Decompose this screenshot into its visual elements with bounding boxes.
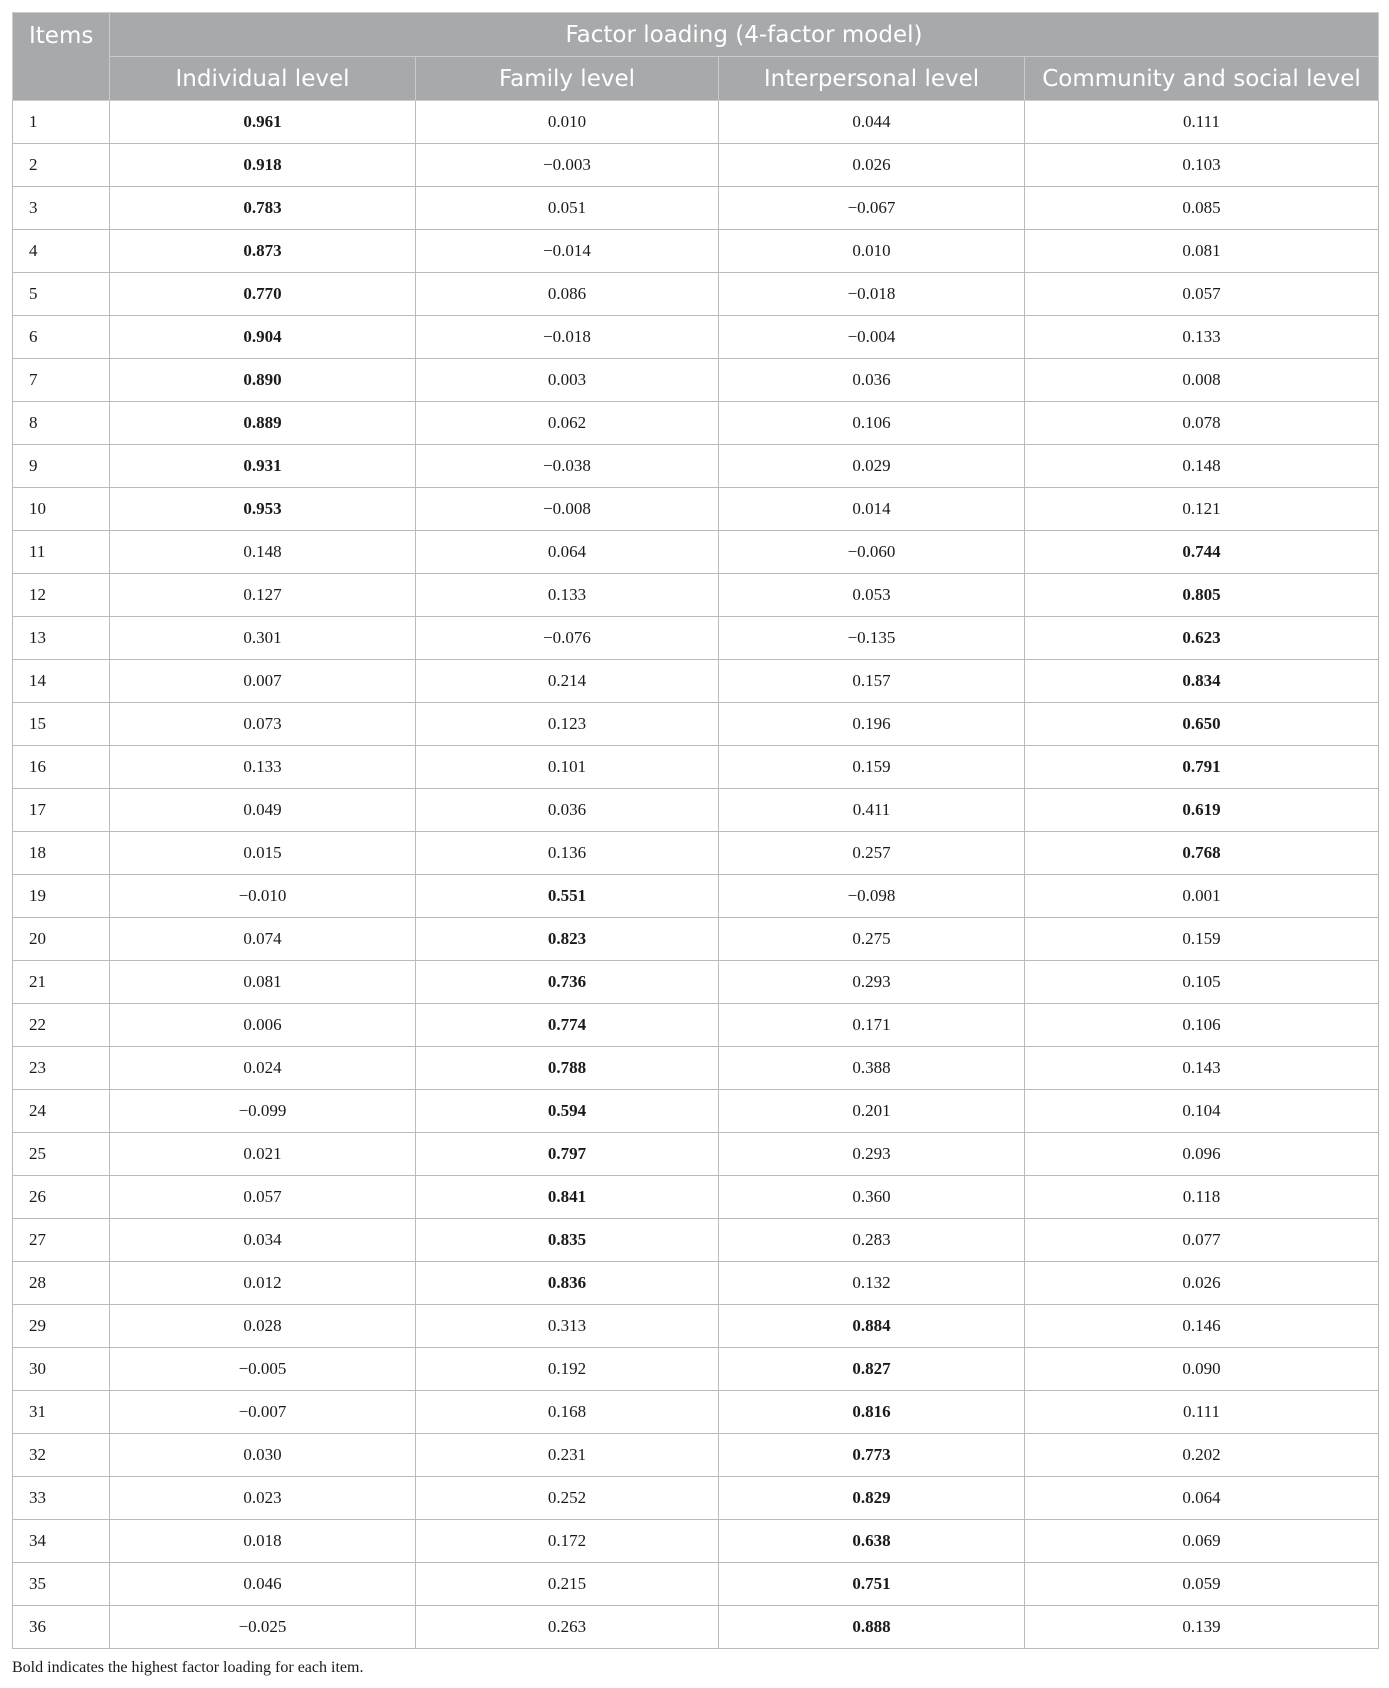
loading-cell-family: 0.823 xyxy=(416,918,719,961)
loading-cell-individual: 0.024 xyxy=(110,1047,416,1090)
loading-cell-individual: 0.049 xyxy=(110,789,416,832)
item-number-cell: 23 xyxy=(13,1047,110,1090)
loading-cell-individual: 0.057 xyxy=(110,1176,416,1219)
table-row xyxy=(13,832,1379,875)
loading-cell-family: 0.252 xyxy=(416,1477,719,1520)
loading-cell-community: 0.744 xyxy=(1025,531,1379,574)
loading-cell-family: 0.010 xyxy=(416,101,719,144)
loading-cell-individual: 0.133 xyxy=(110,746,416,789)
loading-cell-community: 0.103 xyxy=(1025,144,1379,187)
loading-cell-interpersonal: 0.132 xyxy=(719,1262,1025,1305)
item-number-cell: 15 xyxy=(13,703,110,746)
loading-cell-community: 0.121 xyxy=(1025,488,1379,531)
loading-cell-individual: 0.904 xyxy=(110,316,416,359)
loading-cell-interpersonal: 0.751 xyxy=(719,1563,1025,1606)
column-header-interpersonal: Interpersonal level xyxy=(719,57,1025,101)
loading-cell-interpersonal: 0.884 xyxy=(719,1305,1025,1348)
item-number-cell: 4 xyxy=(13,230,110,273)
table-row xyxy=(13,703,1379,746)
item-number-cell: 31 xyxy=(13,1391,110,1434)
header-row-group xyxy=(13,13,1379,57)
loading-cell-interpersonal: 0.360 xyxy=(719,1176,1025,1219)
loading-cell-family: 0.231 xyxy=(416,1434,719,1477)
loading-cell-interpersonal: 0.257 xyxy=(719,832,1025,875)
loading-cell-family: −0.014 xyxy=(416,230,719,273)
loading-cell-interpersonal: 0.816 xyxy=(719,1391,1025,1434)
loading-cell-interpersonal: 0.201 xyxy=(719,1090,1025,1133)
loading-cell-individual: 0.148 xyxy=(110,531,416,574)
loading-cell-family: 0.313 xyxy=(416,1305,719,1348)
loading-cell-family: 0.215 xyxy=(416,1563,719,1606)
table-container xyxy=(12,12,1378,1677)
table-row xyxy=(13,918,1379,961)
table-row xyxy=(13,1305,1379,1348)
item-number-cell: 36 xyxy=(13,1606,110,1649)
table-row xyxy=(13,101,1379,144)
loading-cell-interpersonal: 0.638 xyxy=(719,1520,1025,1563)
loading-cell-community: 0.059 xyxy=(1025,1563,1379,1606)
loading-cell-community: 0.768 xyxy=(1025,832,1379,875)
loading-cell-family: 0.036 xyxy=(416,789,719,832)
item-number-cell: 22 xyxy=(13,1004,110,1047)
item-number-cell: 33 xyxy=(13,1477,110,1520)
loading-cell-family: 0.062 xyxy=(416,402,719,445)
loading-cell-community: 0.090 xyxy=(1025,1348,1379,1391)
table-row xyxy=(13,1348,1379,1391)
table-row xyxy=(13,1090,1379,1133)
loading-cell-community: 0.133 xyxy=(1025,316,1379,359)
loading-cell-community: 0.148 xyxy=(1025,445,1379,488)
table-row xyxy=(13,531,1379,574)
loading-cell-family: 0.797 xyxy=(416,1133,719,1176)
loading-cell-interpersonal: 0.196 xyxy=(719,703,1025,746)
loading-cell-interpersonal: 0.411 xyxy=(719,789,1025,832)
table-row xyxy=(13,1047,1379,1090)
loading-cell-community: 0.008 xyxy=(1025,359,1379,402)
loading-cell-community: 0.143 xyxy=(1025,1047,1379,1090)
loading-cell-individual: 0.301 xyxy=(110,617,416,660)
item-number-cell: 8 xyxy=(13,402,110,445)
table-row xyxy=(13,1477,1379,1520)
loading-cell-individual: 0.030 xyxy=(110,1434,416,1477)
loading-cell-individual: 0.046 xyxy=(110,1563,416,1606)
loading-cell-family: 0.168 xyxy=(416,1391,719,1434)
loading-cell-individual: 0.034 xyxy=(110,1219,416,1262)
table-row xyxy=(13,746,1379,789)
loading-cell-family: 0.101 xyxy=(416,746,719,789)
item-number-cell: 30 xyxy=(13,1348,110,1391)
loading-cell-family: 0.736 xyxy=(416,961,719,1004)
loading-cell-community: 0.111 xyxy=(1025,101,1379,144)
loading-cell-interpersonal: 0.827 xyxy=(719,1348,1025,1391)
table-row xyxy=(13,1004,1379,1047)
loading-cell-community: 0.085 xyxy=(1025,187,1379,230)
loading-cell-community: 0.650 xyxy=(1025,703,1379,746)
loading-cell-community: 0.078 xyxy=(1025,402,1379,445)
loading-cell-individual: 0.074 xyxy=(110,918,416,961)
loading-cell-community: 0.834 xyxy=(1025,660,1379,703)
item-number-cell: 14 xyxy=(13,660,110,703)
loading-cell-family: 0.214 xyxy=(416,660,719,703)
loading-cell-interpersonal: 0.157 xyxy=(719,660,1025,703)
loading-cell-interpersonal: 0.044 xyxy=(719,101,1025,144)
loading-cell-community: 0.159 xyxy=(1025,918,1379,961)
loading-cell-interpersonal: 0.773 xyxy=(719,1434,1025,1477)
column-header-community: Community and social level xyxy=(1025,57,1379,101)
loading-cell-individual: 0.873 xyxy=(110,230,416,273)
table-row xyxy=(13,1219,1379,1262)
loading-cell-family: 0.086 xyxy=(416,273,719,316)
item-number-cell: 29 xyxy=(13,1305,110,1348)
loading-cell-interpersonal: −0.060 xyxy=(719,531,1025,574)
loading-cell-interpersonal: 0.036 xyxy=(719,359,1025,402)
loading-cell-interpersonal: 0.388 xyxy=(719,1047,1025,1090)
item-number-cell: 34 xyxy=(13,1520,110,1563)
loading-cell-family: −0.076 xyxy=(416,617,719,660)
table-row xyxy=(13,445,1379,488)
item-number-cell: 11 xyxy=(13,531,110,574)
item-number-cell: 21 xyxy=(13,961,110,1004)
item-number-cell: 3 xyxy=(13,187,110,230)
loading-cell-community: 0.619 xyxy=(1025,789,1379,832)
item-number-cell: 32 xyxy=(13,1434,110,1477)
loading-cell-interpersonal: 0.159 xyxy=(719,746,1025,789)
item-number-cell: 20 xyxy=(13,918,110,961)
loading-cell-family: 0.836 xyxy=(416,1262,719,1305)
loading-cell-individual: 0.889 xyxy=(110,402,416,445)
loading-cell-community: 0.069 xyxy=(1025,1520,1379,1563)
loading-cell-interpersonal: 0.026 xyxy=(719,144,1025,187)
loading-cell-family: 0.551 xyxy=(416,875,719,918)
loading-cell-family: 0.835 xyxy=(416,1219,719,1262)
loading-cell-individual: 0.007 xyxy=(110,660,416,703)
item-number-cell: 17 xyxy=(13,789,110,832)
table-row xyxy=(13,1133,1379,1176)
loading-cell-family: 0.172 xyxy=(416,1520,719,1563)
table-row xyxy=(13,273,1379,316)
loading-cell-individual: −0.010 xyxy=(110,875,416,918)
table-row xyxy=(13,789,1379,832)
loading-cell-individual: 0.931 xyxy=(110,445,416,488)
item-number-cell: 25 xyxy=(13,1133,110,1176)
loading-cell-individual: −0.005 xyxy=(110,1348,416,1391)
item-number-cell: 19 xyxy=(13,875,110,918)
loading-cell-family: −0.018 xyxy=(416,316,719,359)
item-number-cell: 27 xyxy=(13,1219,110,1262)
loading-cell-family: 0.192 xyxy=(416,1348,719,1391)
loading-cell-individual: 0.012 xyxy=(110,1262,416,1305)
loading-cell-individual: 0.015 xyxy=(110,832,416,875)
loading-cell-community: 0.791 xyxy=(1025,746,1379,789)
item-number-cell: 35 xyxy=(13,1563,110,1606)
loading-cell-individual: 0.890 xyxy=(110,359,416,402)
table-body xyxy=(13,101,1379,1649)
table-row xyxy=(13,230,1379,273)
table-row xyxy=(13,187,1379,230)
loading-cell-community: 0.118 xyxy=(1025,1176,1379,1219)
table-row xyxy=(13,660,1379,703)
item-number-cell: 5 xyxy=(13,273,110,316)
loading-cell-community: 0.805 xyxy=(1025,574,1379,617)
item-number-cell: 24 xyxy=(13,1090,110,1133)
loading-cell-community: 0.623 xyxy=(1025,617,1379,660)
loading-cell-individual: 0.127 xyxy=(110,574,416,617)
loading-cell-individual: 0.006 xyxy=(110,1004,416,1047)
loading-cell-family: 0.123 xyxy=(416,703,719,746)
loading-cell-community: 0.106 xyxy=(1025,1004,1379,1047)
loading-cell-interpersonal: 0.888 xyxy=(719,1606,1025,1649)
table-row xyxy=(13,316,1379,359)
loading-cell-family: 0.263 xyxy=(416,1606,719,1649)
loading-cell-interpersonal: 0.029 xyxy=(719,445,1025,488)
loading-cell-community: 0.202 xyxy=(1025,1434,1379,1477)
loading-cell-individual: 0.770 xyxy=(110,273,416,316)
header-row-columns xyxy=(13,57,1379,101)
loading-cell-family: 0.051 xyxy=(416,187,719,230)
loading-cell-interpersonal: −0.098 xyxy=(719,875,1025,918)
item-number-cell: 9 xyxy=(13,445,110,488)
loading-cell-family: 0.841 xyxy=(416,1176,719,1219)
loading-cell-individual: 0.023 xyxy=(110,1477,416,1520)
item-number-cell: 13 xyxy=(13,617,110,660)
loading-cell-community: 0.064 xyxy=(1025,1477,1379,1520)
loading-cell-family: 0.064 xyxy=(416,531,719,574)
loading-cell-community: 0.026 xyxy=(1025,1262,1379,1305)
loading-cell-community: 0.096 xyxy=(1025,1133,1379,1176)
loading-cell-individual: 0.953 xyxy=(110,488,416,531)
item-number-cell: 18 xyxy=(13,832,110,875)
item-number-cell: 12 xyxy=(13,574,110,617)
table-row xyxy=(13,617,1379,660)
loading-cell-community: 0.001 xyxy=(1025,875,1379,918)
loading-cell-community: 0.057 xyxy=(1025,273,1379,316)
loading-cell-interpersonal: −0.018 xyxy=(719,273,1025,316)
loading-cell-community: 0.081 xyxy=(1025,230,1379,273)
loading-cell-family: 0.788 xyxy=(416,1047,719,1090)
table-row xyxy=(13,1176,1379,1219)
loading-cell-family: 0.136 xyxy=(416,832,719,875)
loading-cell-community: 0.111 xyxy=(1025,1391,1379,1434)
table-footnote: Bold indicates the highest factor loading for each item. xyxy=(12,1659,364,1676)
loading-cell-family: −0.038 xyxy=(416,445,719,488)
table-row xyxy=(13,144,1379,187)
loading-cell-interpersonal: −0.004 xyxy=(719,316,1025,359)
table-row xyxy=(13,1563,1379,1606)
table-row xyxy=(13,1262,1379,1305)
loading-cell-individual: 0.073 xyxy=(110,703,416,746)
table-row xyxy=(13,875,1379,918)
item-number-cell: 2 xyxy=(13,144,110,187)
table-row xyxy=(13,1434,1379,1477)
loading-cell-individual: 0.028 xyxy=(110,1305,416,1348)
loading-cell-interpersonal: −0.135 xyxy=(719,617,1025,660)
loading-cell-community: 0.146 xyxy=(1025,1305,1379,1348)
item-number-cell: 10 xyxy=(13,488,110,531)
loading-cell-individual: 0.918 xyxy=(110,144,416,187)
loading-cell-interpersonal: 0.829 xyxy=(719,1477,1025,1520)
table-row xyxy=(13,488,1379,531)
items-column-header: Items xyxy=(13,13,110,101)
column-header-family: Family level xyxy=(416,57,719,101)
factor-loading-table xyxy=(12,12,1379,1649)
item-number-cell: 28 xyxy=(13,1262,110,1305)
loading-cell-community: 0.139 xyxy=(1025,1606,1379,1649)
loading-cell-interpersonal: 0.014 xyxy=(719,488,1025,531)
column-header-individual: Individual level xyxy=(110,57,416,101)
loading-cell-interpersonal: 0.283 xyxy=(719,1219,1025,1262)
loading-cell-family: 0.774 xyxy=(416,1004,719,1047)
loading-cell-interpersonal: 0.171 xyxy=(719,1004,1025,1047)
item-number-cell: 1 xyxy=(13,101,110,144)
loading-cell-family: 0.003 xyxy=(416,359,719,402)
table-row xyxy=(13,1391,1379,1434)
loading-cell-interpersonal: 0.293 xyxy=(719,961,1025,1004)
table-row xyxy=(13,961,1379,1004)
table-row xyxy=(13,402,1379,445)
loading-cell-community: 0.104 xyxy=(1025,1090,1379,1133)
factor-loading-group-header: Factor loading (4-factor model) xyxy=(110,13,1379,57)
loading-cell-individual: −0.007 xyxy=(110,1391,416,1434)
loading-cell-community: 0.105 xyxy=(1025,961,1379,1004)
loading-cell-individual: 0.081 xyxy=(110,961,416,1004)
loading-cell-interpersonal: 0.275 xyxy=(719,918,1025,961)
loading-cell-interpersonal: 0.106 xyxy=(719,402,1025,445)
loading-cell-family: 0.594 xyxy=(416,1090,719,1133)
loading-cell-family: −0.008 xyxy=(416,488,719,531)
loading-cell-family: −0.003 xyxy=(416,144,719,187)
item-number-cell: 16 xyxy=(13,746,110,789)
table-row xyxy=(13,1520,1379,1563)
table-row xyxy=(13,1606,1379,1649)
loading-cell-individual: −0.099 xyxy=(110,1090,416,1133)
loading-cell-interpersonal: 0.010 xyxy=(719,230,1025,273)
loading-cell-individual: 0.783 xyxy=(110,187,416,230)
loading-cell-individual: −0.025 xyxy=(110,1606,416,1649)
table-header xyxy=(13,13,1379,101)
item-number-cell: 6 xyxy=(13,316,110,359)
loading-cell-community: 0.077 xyxy=(1025,1219,1379,1262)
table-row xyxy=(13,359,1379,402)
item-number-cell: 7 xyxy=(13,359,110,402)
loading-cell-individual: 0.021 xyxy=(110,1133,416,1176)
table-row xyxy=(13,574,1379,617)
loading-cell-interpersonal: 0.293 xyxy=(719,1133,1025,1176)
loading-cell-family: 0.133 xyxy=(416,574,719,617)
loading-cell-individual: 0.018 xyxy=(110,1520,416,1563)
loading-cell-interpersonal: −0.067 xyxy=(719,187,1025,230)
item-number-cell: 26 xyxy=(13,1176,110,1219)
loading-cell-individual: 0.961 xyxy=(110,101,416,144)
loading-cell-interpersonal: 0.053 xyxy=(719,574,1025,617)
